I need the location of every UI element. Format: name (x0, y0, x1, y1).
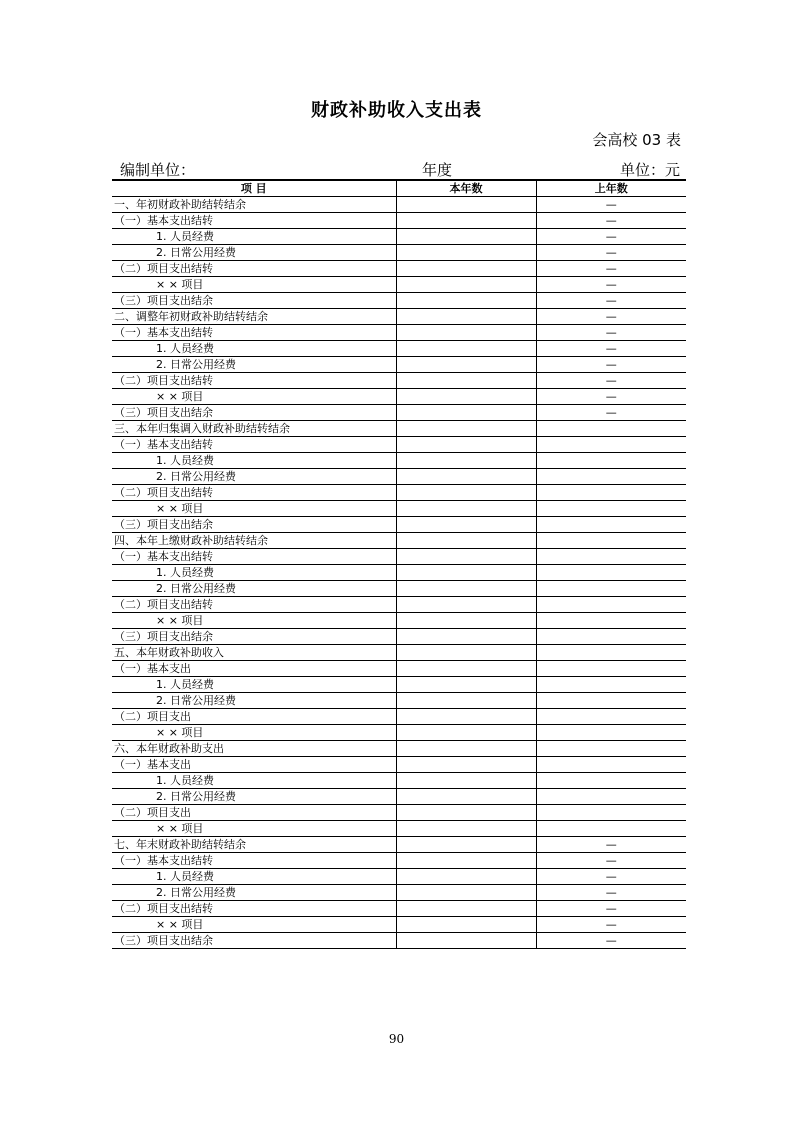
row-current-year-cell (396, 917, 536, 933)
row-item-label: 七、年末财政补助结转结余 (112, 837, 396, 853)
row-previous-year-cell (536, 485, 686, 501)
row-current-year-cell (396, 885, 536, 901)
table-row (112, 485, 686, 501)
row-previous-year-cell: — (536, 197, 686, 213)
row-previous-year-cell: — (536, 309, 686, 325)
table-row (112, 357, 686, 373)
row-current-year-cell (396, 405, 536, 421)
row-item-label: （一）基本支出结转 (112, 437, 396, 453)
row-item-label: 一、年初财政补助结转结余 (112, 197, 396, 213)
row-item-label: （二）项目支出结转 (112, 901, 396, 917)
form-code: 会高校 03 表 (592, 131, 681, 149)
table-row (112, 821, 686, 837)
table-row (112, 213, 686, 229)
row-item-label: （二）项目支出结转 (112, 597, 396, 613)
row-current-year-cell (396, 533, 536, 549)
row-item-label: （一）基本支出结转 (112, 325, 396, 341)
table-row (112, 757, 686, 773)
row-current-year-cell (396, 757, 536, 773)
row-previous-year-cell (536, 693, 686, 709)
row-item-label: 五、本年财政补助收入 (112, 645, 396, 661)
table-row (112, 853, 686, 869)
row-item-label: 2. 日常公用经费 (112, 789, 396, 805)
row-previous-year-cell: — (536, 277, 686, 293)
row-item-label: 六、本年财政补助支出 (112, 741, 396, 757)
row-current-year-cell (396, 277, 536, 293)
table-row (112, 533, 686, 549)
row-current-year-cell (396, 229, 536, 245)
row-previous-year-cell (536, 565, 686, 581)
table-row (112, 245, 686, 261)
row-item-label: （二）项目支出 (112, 709, 396, 725)
row-previous-year-cell: — (536, 853, 686, 869)
row-item-label: 2. 日常公用经费 (112, 357, 396, 373)
row-item-label: （二）项目支出结转 (112, 373, 396, 389)
year-label: 年度 (422, 161, 453, 179)
table-row (112, 597, 686, 613)
table-row (112, 565, 686, 581)
table-row (112, 549, 686, 565)
row-previous-year-cell (536, 613, 686, 629)
table-row (112, 437, 686, 453)
row-current-year-cell (396, 581, 536, 597)
table-row (112, 261, 686, 277)
row-item-label: 2. 日常公用经费 (112, 885, 396, 901)
row-current-year-cell (396, 773, 536, 789)
row-previous-year-cell (536, 709, 686, 725)
table-row (112, 933, 686, 949)
table-row (112, 453, 686, 469)
row-item-label: 2. 日常公用经费 (112, 245, 396, 261)
row-item-label: （一）基本支出 (112, 757, 396, 773)
table-row (112, 277, 686, 293)
table-row (112, 309, 686, 325)
row-previous-year-cell (536, 629, 686, 645)
header-current-year: 本年数 (396, 180, 536, 197)
row-previous-year-cell: — (536, 341, 686, 357)
report-meta (120, 159, 680, 179)
preparing-unit-label: 编制单位： (120, 161, 196, 179)
row-previous-year-cell: — (536, 933, 686, 949)
table-header-row (112, 180, 686, 197)
row-previous-year-cell (536, 469, 686, 485)
row-current-year-cell (396, 373, 536, 389)
row-current-year-cell (396, 709, 536, 725)
row-current-year-cell (396, 725, 536, 741)
row-previous-year-cell (536, 661, 686, 677)
table-row (112, 805, 686, 821)
row-previous-year-cell (536, 421, 686, 437)
row-previous-year-cell: — (536, 373, 686, 389)
header-item: 项 目 (112, 180, 396, 197)
row-item-label: 1. 人员经费 (112, 341, 396, 357)
row-previous-year-cell (536, 725, 686, 741)
row-current-year-cell (396, 837, 536, 853)
table-row (112, 229, 686, 245)
row-item-label: × × 项目 (112, 277, 396, 293)
row-previous-year-cell (536, 581, 686, 597)
row-current-year-cell (396, 357, 536, 373)
row-item-label: × × 项目 (112, 821, 396, 837)
row-previous-year-cell (536, 821, 686, 837)
row-item-label: （一）基本支出结转 (112, 213, 396, 229)
row-item-label: 二、调整年初财政补助结转结余 (112, 309, 396, 325)
row-previous-year-cell: — (536, 869, 686, 885)
row-item-label: 1. 人员经费 (112, 677, 396, 693)
row-item-label: × × 项目 (112, 501, 396, 517)
row-current-year-cell (396, 309, 536, 325)
table-row (112, 677, 686, 693)
table-row (112, 837, 686, 853)
row-current-year-cell (396, 597, 536, 613)
table-row (112, 901, 686, 917)
table-row (112, 645, 686, 661)
row-item-label: 1. 人员经费 (112, 773, 396, 789)
row-current-year-cell (396, 341, 536, 357)
table-row (112, 341, 686, 357)
table-row (112, 693, 686, 709)
row-item-label: × × 项目 (112, 725, 396, 741)
row-item-label: × × 项目 (112, 917, 396, 933)
row-item-label: （一）基本支出结转 (112, 853, 396, 869)
table-row (112, 501, 686, 517)
table-row (112, 613, 686, 629)
row-previous-year-cell (536, 645, 686, 661)
row-item-label: 2. 日常公用经费 (112, 581, 396, 597)
row-item-label: 三、本年归集调入财政补助结转结余 (112, 421, 396, 437)
row-previous-year-cell (536, 773, 686, 789)
row-item-label: 1. 人员经费 (112, 453, 396, 469)
table-row (112, 741, 686, 757)
header-previous-year: 上年数 (536, 180, 686, 197)
row-current-year-cell (396, 693, 536, 709)
row-previous-year-cell (536, 453, 686, 469)
row-current-year-cell (396, 549, 536, 565)
row-previous-year-cell (536, 501, 686, 517)
table-row (112, 373, 686, 389)
table-row (112, 405, 686, 421)
year-blank-line (376, 164, 422, 180)
fiscal-year (376, 159, 452, 180)
table-row (112, 469, 686, 485)
table-row (112, 197, 686, 213)
row-current-year-cell (396, 389, 536, 405)
row-item-label: （三）项目支出结余 (112, 293, 396, 309)
row-previous-year-cell: — (536, 325, 686, 341)
row-current-year-cell (396, 437, 536, 453)
row-item-label: （三）项目支出结余 (112, 933, 396, 949)
table-row (112, 517, 686, 533)
row-current-year-cell (396, 821, 536, 837)
row-current-year-cell (396, 485, 536, 501)
row-item-label: （三）项目支出结余 (112, 629, 396, 645)
row-current-year-cell (396, 629, 536, 645)
row-current-year-cell (396, 245, 536, 261)
row-previous-year-cell: — (536, 261, 686, 277)
table-row (112, 917, 686, 933)
table-row (112, 789, 686, 805)
row-current-year-cell (396, 565, 536, 581)
table-row (112, 293, 686, 309)
row-item-label: × × 项目 (112, 389, 396, 405)
table-row (112, 869, 686, 885)
row-current-year-cell (396, 325, 536, 341)
table-row (112, 773, 686, 789)
row-previous-year-cell: — (536, 293, 686, 309)
row-previous-year-cell: — (536, 917, 686, 933)
row-previous-year-cell: — (536, 885, 686, 901)
table-row (112, 725, 686, 741)
row-previous-year-cell: — (536, 245, 686, 261)
row-previous-year-cell: — (536, 837, 686, 853)
row-item-label: 四、本年上缴财政补助结转结余 (112, 533, 396, 549)
row-item-label: （二）项目支出 (112, 805, 396, 821)
row-item-label: （一）基本支出结转 (112, 549, 396, 565)
row-current-year-cell (396, 613, 536, 629)
page-number: 90 (388, 1032, 405, 1046)
row-current-year-cell (396, 869, 536, 885)
row-previous-year-cell (536, 437, 686, 453)
row-item-label: 1. 人员经费 (112, 869, 396, 885)
row-item-label: （二）项目支出结转 (112, 485, 396, 501)
row-current-year-cell (396, 421, 536, 437)
table-body (112, 197, 686, 949)
row-item-label: 1. 人员经费 (112, 565, 396, 581)
row-previous-year-cell (536, 549, 686, 565)
row-current-year-cell (396, 901, 536, 917)
row-current-year-cell (396, 501, 536, 517)
row-current-year-cell (396, 293, 536, 309)
row-item-label: 2. 日常公用经费 (112, 693, 396, 709)
table-row (112, 581, 686, 597)
table-row (112, 709, 686, 725)
row-previous-year-cell: — (536, 389, 686, 405)
row-previous-year-cell (536, 805, 686, 821)
row-item-label: （一）基本支出 (112, 661, 396, 677)
row-previous-year-cell (536, 517, 686, 533)
row-item-label: （二）项目支出结转 (112, 261, 396, 277)
row-current-year-cell (396, 517, 536, 533)
row-item-label: （三）项目支出结余 (112, 405, 396, 421)
row-previous-year-cell: — (536, 901, 686, 917)
row-previous-year-cell (536, 741, 686, 757)
row-item-label: × × 项目 (112, 613, 396, 629)
row-current-year-cell (396, 453, 536, 469)
row-current-year-cell (396, 197, 536, 213)
row-current-year-cell (396, 853, 536, 869)
row-current-year-cell (396, 261, 536, 277)
report-title: 财政补助收入支出表 (311, 100, 482, 121)
row-current-year-cell (396, 661, 536, 677)
table-row (112, 325, 686, 341)
row-current-year-cell (396, 933, 536, 949)
row-current-year-cell (396, 805, 536, 821)
row-previous-year-cell: — (536, 229, 686, 245)
row-current-year-cell (396, 469, 536, 485)
row-item-label: 2. 日常公用经费 (112, 469, 396, 485)
row-previous-year-cell (536, 533, 686, 549)
row-current-year-cell (396, 741, 536, 757)
table-row (112, 629, 686, 645)
table-row (112, 389, 686, 405)
row-previous-year-cell (536, 789, 686, 805)
row-current-year-cell (396, 677, 536, 693)
row-previous-year-cell (536, 677, 686, 693)
table-row (112, 661, 686, 677)
row-previous-year-cell (536, 597, 686, 613)
row-current-year-cell (396, 789, 536, 805)
row-previous-year-cell: — (536, 405, 686, 421)
row-item-label: 1. 人员经费 (112, 229, 396, 245)
fiscal-subsidy-table (112, 179, 686, 949)
row-current-year-cell (396, 645, 536, 661)
table-row (112, 421, 686, 437)
row-previous-year-cell: — (536, 213, 686, 229)
table-row (112, 885, 686, 901)
currency-unit-label: 单位：元 (619, 161, 680, 179)
row-item-label: （三）项目支出结余 (112, 517, 396, 533)
row-previous-year-cell (536, 757, 686, 773)
row-current-year-cell (396, 213, 536, 229)
row-previous-year-cell: — (536, 357, 686, 373)
